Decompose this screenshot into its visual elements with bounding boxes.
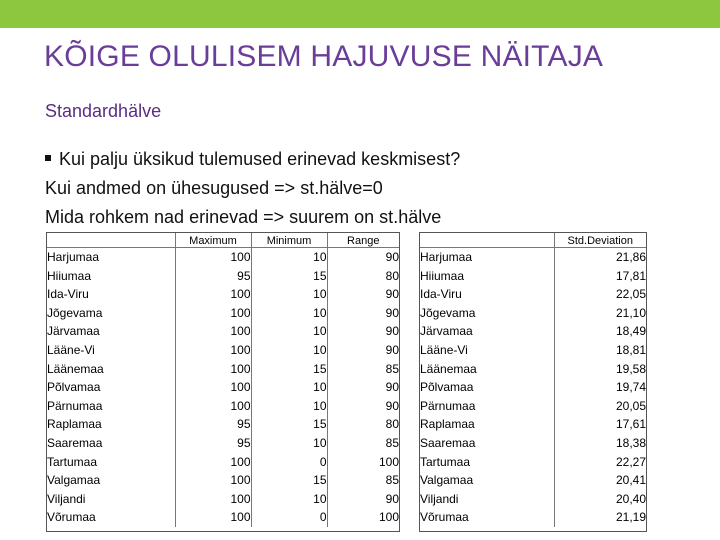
- column-header: Range: [327, 233, 399, 248]
- region-name-cell: Jõgevama: [420, 305, 476, 320]
- region-name-cell: Raplamaa: [47, 417, 102, 432]
- slide-title: KÕIGE OLULISEM HAJUVUSE NÄITAJA: [44, 40, 604, 73]
- value-cell: 10: [251, 434, 327, 453]
- region-name-cell: Tartumaa: [47, 454, 98, 469]
- value-cell: 90: [327, 397, 399, 416]
- value-cell: 15: [251, 267, 327, 286]
- table-row: [47, 378, 399, 397]
- square-bullet-icon: [45, 155, 51, 161]
- value-cell: 100: [175, 453, 251, 472]
- value-cell: 10: [251, 304, 327, 323]
- value-cell: 17,81: [554, 267, 646, 286]
- region-name-cell: Ida-Viru: [47, 287, 89, 302]
- region-name-cell: Viljandi: [420, 491, 459, 506]
- table-row: [47, 285, 399, 304]
- table-row: [420, 248, 646, 267]
- value-cell: 85: [327, 434, 399, 453]
- value-cell: 90: [327, 378, 399, 397]
- value-cell: 17,61: [554, 415, 646, 434]
- value-cell: 100: [175, 360, 251, 379]
- value-cell: 100: [175, 304, 251, 323]
- table-row: [47, 322, 399, 341]
- value-cell: 18,49: [554, 322, 646, 341]
- value-cell: 100: [175, 471, 251, 490]
- value-cell: 80: [327, 415, 399, 434]
- value-cell: 10: [251, 322, 327, 341]
- slide-subtitle: Standardhälve: [45, 101, 162, 121]
- region-name-cell: Pärnumaa: [47, 398, 103, 413]
- value-cell: 90: [327, 285, 399, 304]
- value-cell: 10: [251, 490, 327, 509]
- range-table: [46, 232, 400, 532]
- region-name-cell: Järvamaa: [420, 324, 473, 339]
- region-name-cell: Saaremaa: [420, 435, 476, 450]
- value-cell: 20,05: [554, 397, 646, 416]
- value-cell: 90: [327, 248, 399, 267]
- value-cell: 80: [327, 267, 399, 286]
- table-row: [420, 322, 646, 341]
- range-table-grid: [47, 233, 399, 527]
- value-cell: 100: [327, 508, 399, 527]
- body-line: Kui andmed on ühesugused => st.hälve=0: [45, 178, 383, 198]
- table-row: [420, 415, 646, 434]
- region-name-cell: Harjumaa: [47, 250, 100, 264]
- region-name-cell: Jõgevama: [47, 305, 103, 320]
- column-header: [420, 233, 554, 248]
- table-row: [420, 490, 646, 509]
- value-cell: 100: [175, 397, 251, 416]
- table-row: [420, 285, 646, 304]
- region-name-cell: Põlvamaa: [420, 380, 474, 395]
- region-name-cell: Hiiumaa: [47, 268, 92, 283]
- table-row: [420, 360, 646, 379]
- region-name-cell: Valgamaa: [47, 473, 101, 488]
- slide-body: [45, 145, 460, 232]
- region-name-cell: Ida-Viru: [420, 287, 462, 302]
- value-cell: 100: [327, 453, 399, 472]
- table-row: [47, 434, 399, 453]
- column-header: Minimum: [251, 233, 327, 248]
- value-cell: 85: [327, 471, 399, 490]
- table-row: [420, 508, 646, 527]
- value-cell: 0: [251, 453, 327, 472]
- value-cell: 10: [251, 378, 327, 397]
- value-cell: 21,10: [554, 304, 646, 323]
- value-cell: 100: [175, 285, 251, 304]
- std-deviation-table: [419, 232, 647, 532]
- region-name-cell: Lääne-Vi: [47, 342, 95, 357]
- value-cell: 100: [175, 508, 251, 527]
- region-name-cell: Raplamaa: [420, 417, 475, 432]
- table-row: [47, 248, 399, 267]
- value-cell: 15: [251, 360, 327, 379]
- region-name-cell: Läänemaa: [47, 361, 104, 376]
- region-name-cell: Pärnumaa: [420, 398, 476, 413]
- column-header: Maximum: [175, 233, 251, 248]
- value-cell: 95: [175, 267, 251, 286]
- table-row: [47, 508, 399, 527]
- value-cell: 95: [175, 415, 251, 434]
- value-cell: 90: [327, 304, 399, 323]
- value-cell: 20,41: [554, 471, 646, 490]
- table-row: [420, 434, 646, 453]
- region-name-cell: Võrumaa: [47, 510, 96, 525]
- table-row: [47, 415, 399, 434]
- region-name-cell: Valgamaa: [420, 473, 474, 488]
- bullet-text: Kui palju üksikud tulemused erinevad keskmisest?: [59, 149, 461, 169]
- value-cell: 100: [175, 248, 251, 267]
- value-cell: 22,05: [554, 285, 646, 304]
- value-cell: 90: [327, 490, 399, 509]
- table-row: [420, 267, 646, 286]
- value-cell: 90: [327, 322, 399, 341]
- table-row: [47, 304, 399, 323]
- table-row: [47, 360, 399, 379]
- region-name-cell: Saaremaa: [47, 435, 103, 450]
- value-cell: 100: [175, 490, 251, 509]
- value-cell: 100: [175, 322, 251, 341]
- table-row: [420, 397, 646, 416]
- region-name-cell: Tartumaa: [420, 454, 471, 469]
- value-cell: 15: [251, 415, 327, 434]
- table-row: [420, 341, 646, 360]
- table-row: [47, 453, 399, 472]
- value-cell: 10: [251, 341, 327, 360]
- value-cell: 19,74: [554, 378, 646, 397]
- table-row: [420, 471, 646, 490]
- table-row: [47, 490, 399, 509]
- bullet-line: [45, 145, 460, 174]
- value-cell: 100: [175, 378, 251, 397]
- value-cell: 20,40: [554, 490, 646, 509]
- region-name-cell: Läänemaa: [420, 361, 477, 376]
- value-cell: 18,38: [554, 434, 646, 453]
- region-name-cell: Võrumaa: [420, 510, 469, 525]
- value-cell: 10: [251, 248, 327, 267]
- table-row: [420, 453, 646, 472]
- table-row: [47, 267, 399, 286]
- body-line: Mida rohkem nad erinevad => suurem on st.hälve: [45, 207, 442, 227]
- std-deviation-table-grid: [420, 233, 646, 527]
- region-name-cell: Viljandi: [47, 491, 86, 506]
- region-name-cell: Järvamaa: [47, 324, 100, 339]
- table-row: [420, 304, 646, 323]
- value-cell: 21,86: [554, 248, 646, 267]
- value-cell: 18,81: [554, 341, 646, 360]
- column-header: [47, 233, 175, 248]
- region-name-cell: Lääne-Vi: [420, 342, 468, 357]
- value-cell: 19,58: [554, 360, 646, 379]
- value-cell: 10: [251, 285, 327, 304]
- value-cell: 15: [251, 471, 327, 490]
- top-accent-bar: [0, 0, 720, 28]
- value-cell: 0: [251, 508, 327, 527]
- value-cell: 21,19: [554, 508, 646, 527]
- region-name-cell: Hiiumaa: [420, 268, 465, 283]
- value-cell: 22,27: [554, 453, 646, 472]
- region-name-cell: Põlvamaa: [47, 380, 101, 395]
- value-cell: 95: [175, 434, 251, 453]
- value-cell: 10: [251, 397, 327, 416]
- value-cell: 85: [327, 360, 399, 379]
- column-header: Std.Deviation: [554, 233, 646, 248]
- value-cell: 90: [327, 341, 399, 360]
- table-row: [47, 397, 399, 416]
- table-row: [420, 378, 646, 397]
- value-cell: 100: [175, 341, 251, 360]
- table-row: [47, 471, 399, 490]
- table-row: [47, 341, 399, 360]
- region-name-cell: Harjumaa: [420, 250, 473, 264]
